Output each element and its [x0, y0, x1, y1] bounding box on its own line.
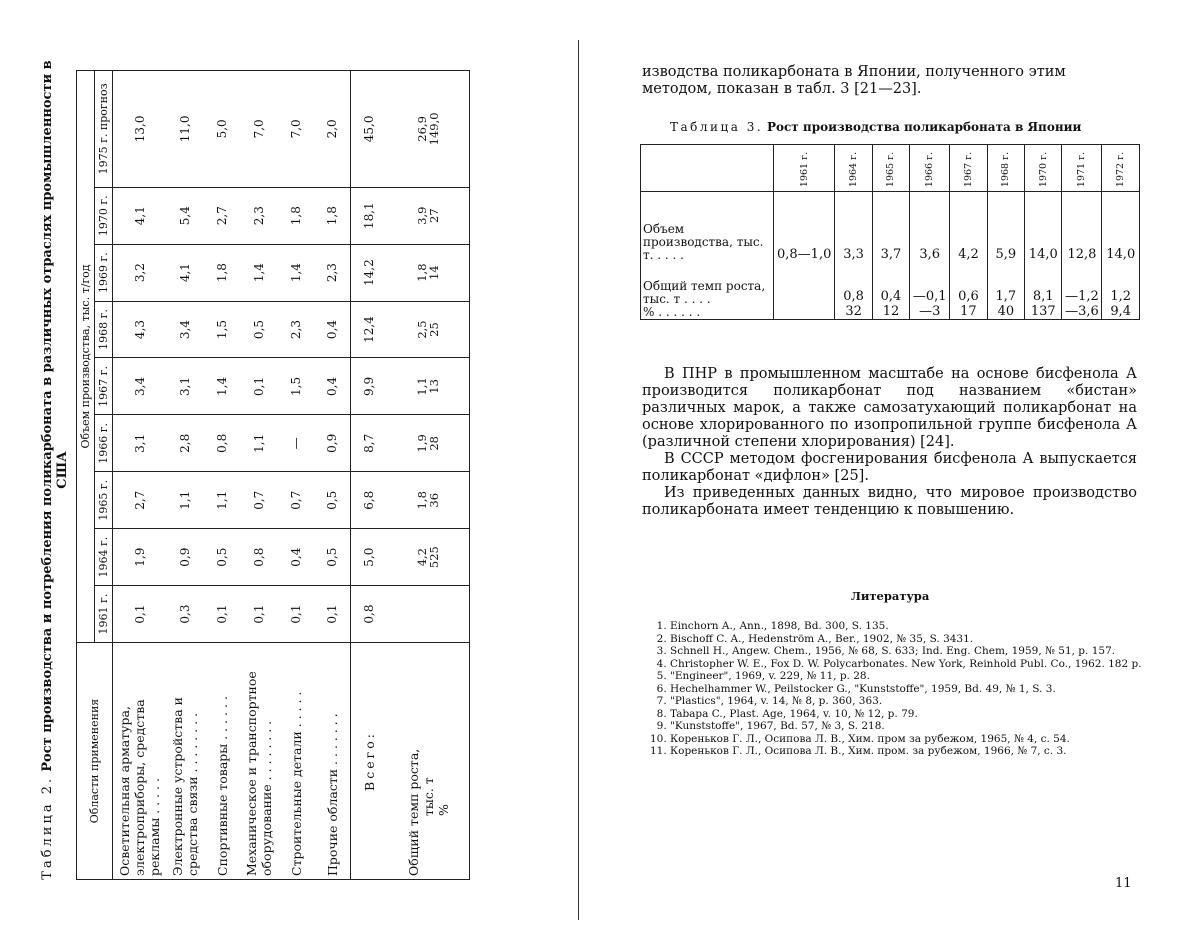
table3-year-text: 1968 г. — [1000, 151, 1012, 187]
table2-total-cell: 9,9 — [351, 358, 388, 415]
table2-value-cell: 0,5 — [314, 529, 351, 586]
table2-value-cell: 2,3 — [278, 301, 314, 358]
table2-value-cell: 0,1 — [204, 586, 240, 643]
table2-growth-pct: 149,0 — [426, 112, 441, 146]
table2-value-cell: 13,0 — [113, 71, 167, 188]
table3-year-header — [774, 145, 835, 192]
table2-value-cell: 3,1 — [166, 358, 204, 415]
table3-caption — [670, 120, 1081, 134]
reference-item: 6. Hechelhammer W., Peilstocker G., "Kunststoffe", 1959, Bd. 49, № 1, S. 3. — [670, 683, 1155, 696]
table2-value-cell: 4,1 — [113, 187, 167, 244]
table2-value-cell: 2,0 — [314, 71, 351, 188]
table2-growth-pct: 13 — [426, 379, 441, 394]
table2-year-header: 1965 г. — [95, 472, 113, 529]
table2-growth-stack — [416, 491, 440, 509]
table2-caption-label: Таблица 2. — [40, 775, 55, 880]
table3-year-header — [872, 145, 909, 192]
table2-growth-label — [387, 643, 470, 880]
table3-row2-t: —0,1 — [912, 289, 947, 304]
table2-value-cell: 5,4 — [166, 187, 204, 244]
table3-row2-t: 1,2 — [1110, 289, 1132, 304]
table3-row2-t: 8,1 — [1032, 289, 1054, 304]
table3-year-text: 1964 г. — [848, 151, 860, 187]
table2-year-header: 1961 г. — [95, 586, 113, 643]
table2-header-area: Области применения — [77, 643, 113, 880]
table2-value-cell: 0,7 — [240, 472, 278, 529]
table2-year-header: 1975 г. прогноз — [95, 71, 113, 188]
table2-value-cell: 0,1 — [113, 586, 167, 643]
reference-item: 1. Einchorn A., Ann., 1898, Bd. 300, S. 135. — [670, 620, 1155, 633]
intro-text: изводства поликарбоната в Японии, полученного этим методом, показан в табл. 3 [21—23]. — [642, 64, 1066, 97]
table2-growth-t: 2,5 — [414, 320, 429, 339]
table2-value-cell: 0,1 — [240, 358, 278, 415]
table2-growth-pct: 25 — [426, 322, 441, 337]
table2-row — [314, 71, 351, 880]
page-number: 11 — [1115, 876, 1132, 891]
body-paragraph: В СССР методом фосгенирования бисфенола А выпускается поликарбонат «дифлон» [25]. — [642, 451, 1137, 484]
table2-growth-t: 1,9 — [414, 434, 429, 453]
table2-value-cell: 1,8 — [204, 244, 240, 301]
table2-growth-cell — [387, 187, 470, 244]
table3-row1-cell: 3,6 — [910, 192, 950, 262]
table2-value-cell: 0,1 — [240, 586, 278, 643]
table2-area-cell: Строительные детали . . . . . — [278, 643, 314, 880]
table2-value-cell: 1,1 — [204, 472, 240, 529]
table2-value-cell: 0,9 — [166, 529, 204, 586]
table2-year-header: 1968 г. — [95, 301, 113, 358]
table2-growth-stack — [416, 320, 440, 338]
table3-year-header — [950, 145, 987, 192]
table3-row2-pct: 40 — [997, 304, 1015, 319]
table2-value-cell: 1,5 — [204, 301, 240, 358]
table2 — [76, 70, 470, 880]
table2-growth-cell — [387, 586, 470, 643]
table3-row2-pct: 9,4 — [1110, 304, 1132, 319]
reference-item: 2. Bischoff C. A., Hedenström A., Ber., 1902, № 35, S. 3431. — [670, 633, 1155, 646]
table3-row1-cell: 14,0 — [1102, 192, 1140, 262]
table2-year-header: 1966 г. — [95, 415, 113, 472]
table3-row1-cell: 14,0 — [1025, 192, 1062, 262]
table2-growth-cell — [387, 71, 470, 188]
table2-growth-stack — [416, 112, 440, 145]
table2-growth-cell — [387, 244, 470, 301]
table2-growth-cell — [387, 472, 470, 529]
table2-growth-cell — [387, 529, 470, 586]
table2-row — [278, 71, 314, 880]
table2-growth-stack — [416, 377, 440, 395]
table2-value-cell: — — [278, 415, 314, 472]
table3-row2-label — [641, 262, 774, 320]
table3-row2-cell — [950, 262, 987, 320]
table2-year-header: 1967 г. — [95, 358, 113, 415]
reference-item: 10. Кореньков Г. Л., Осипова Л. В., Хим. пром за рубежом, 1965, № 4, с. 54. — [670, 733, 1155, 746]
table2-growth-stack — [416, 546, 440, 568]
table2-value-cell: 3,4 — [166, 301, 204, 358]
table2-growth-sub-t: тыс. т — [420, 777, 436, 816]
table2-growth-t: 4,2 — [414, 548, 429, 567]
table2-value-cell: 0,4 — [314, 301, 351, 358]
table3-year-text: 1966 г. — [924, 151, 936, 187]
table2-growth-cell — [387, 301, 470, 358]
table2-row — [166, 71, 204, 880]
table2-value-cell: 2,7 — [204, 187, 240, 244]
table2-value-cell: 1,5 — [278, 358, 314, 415]
table2-value-cell: 2,3 — [314, 244, 351, 301]
table3-row2-sub-pct: % . . . . . . — [643, 305, 701, 319]
table3-row2-sub-t: тыс. т . . . . — [643, 292, 711, 306]
right-page — [600, 0, 1200, 945]
table2-growth-pct: 28 — [426, 436, 441, 451]
table3-row2-cell — [872, 262, 909, 320]
reference-item: 9. "Kunststoffe", 1967, Bd. 57, № 3, S. 218. — [670, 720, 1155, 733]
left-page — [0, 0, 580, 945]
table2-value-cell: 3,1 — [113, 415, 167, 472]
table2-value-cell: 0,4 — [314, 358, 351, 415]
table2-value-cell: 0,8 — [240, 529, 278, 586]
table3-year-header — [1102, 145, 1140, 192]
table3-row2-pct: 137 — [1030, 304, 1056, 319]
table3-row2-pct: —3 — [919, 304, 941, 319]
table2-growth-label-text: Общий темп роста, — [405, 748, 421, 876]
table3-row2-t: 1,7 — [995, 289, 1017, 304]
table2-growth-t: 3,9 — [414, 206, 429, 225]
table2-area-cell: Механическое и транспортное оборудование . . . . . . . . — [240, 643, 278, 880]
reference-item: 3. Schnell H., Angew. Chem., 1956, № 68, S. 633; Ind. Eng. Chem, 1959, № 51, p. 157. — [670, 645, 1155, 658]
table2-growth-row — [387, 71, 470, 880]
table3-year-header — [835, 145, 872, 192]
table2-value-cell: 1,4 — [204, 358, 240, 415]
table2-rotated-block — [40, 60, 560, 880]
table2-total-cell: 45,0 — [351, 71, 388, 188]
table3 — [640, 144, 1140, 320]
table2-row — [113, 71, 167, 880]
table3-year-text: 1972 г. — [1115, 151, 1127, 187]
table2-total-cell: 8,7 — [351, 415, 388, 472]
table2-area-cell: Электронные устройства и средства связи . . . . . . . . — [166, 643, 204, 880]
table3-caption-label: Таблица 3. — [670, 120, 764, 134]
table2-growth-pct: 36 — [426, 492, 441, 508]
body-paragraph: Из приведенных данных видно, что мировое производство поликарбоната имеет тенденцию к повышению. — [642, 485, 1137, 518]
table2-year-header: 1969 г. — [95, 244, 113, 301]
table2-growth-cell — [387, 415, 470, 472]
table2-value-cell: 0,9 — [314, 415, 351, 472]
table3-row1-cell: 12,8 — [1062, 192, 1102, 262]
table2-value-cell: 4,1 — [166, 244, 204, 301]
table2-value-cell: 0,8 — [204, 415, 240, 472]
table3-row2-cell — [1025, 262, 1062, 320]
table3-row1-cell: 0,8—1,0 — [774, 192, 835, 262]
table2-value-cell: 11,0 — [166, 71, 204, 188]
reference-item: 11. Кореньков Г. Л., Осипова Л. В., Хим. пром. за рубежом, 1966, № 7, с. 3. — [670, 745, 1155, 758]
table2-value-cell: 0,5 — [204, 529, 240, 586]
reference-item: 7. "Plastics", 1964, v. 14, № 8, p. 360, 363. — [670, 695, 1155, 708]
table2-year-header: 1970 г. — [95, 187, 113, 244]
table2-year-header: 1964 г. — [95, 529, 113, 586]
table3-year-header — [910, 145, 950, 192]
table2-value-cell: 4,3 — [113, 301, 167, 358]
table2-value-cell: 2,3 — [240, 187, 278, 244]
table3-year-text: 1961 г. — [798, 151, 810, 187]
table2-value-cell: 1,9 — [113, 529, 167, 586]
table2-value-cell: 3,2 — [113, 244, 167, 301]
table2-growth-cell — [387, 358, 470, 415]
table3-year-text: 1970 г. — [1037, 151, 1049, 187]
table3-year-header — [987, 145, 1024, 192]
table2-area-cell: Спортивные товары . . . . . . — [204, 643, 240, 880]
table2-growth-t: 1,8 — [414, 263, 429, 282]
table2-value-cell: 7,0 — [240, 71, 278, 188]
table3-row2-cell — [1062, 262, 1102, 320]
table2-value-cell: 0,1 — [278, 586, 314, 643]
table2-growth-pct: 525 — [426, 546, 441, 569]
table2-row — [204, 71, 240, 880]
table2-value-cell: 0,3 — [166, 586, 204, 643]
table2-value-cell: 0,1 — [314, 586, 351, 643]
table2-caption-text: Рост производства и потребления поликарбоната в различных отраслях промышленности в США — [40, 60, 70, 772]
table3-corner — [641, 145, 774, 192]
table2-value-cell: 0,4 — [278, 529, 314, 586]
table2-row — [240, 71, 278, 880]
table2-value-cell: 0,5 — [240, 301, 278, 358]
table3-year-text: 1965 г. — [885, 151, 897, 187]
table2-caption — [40, 60, 70, 880]
table3-row1-cell: 4,2 — [950, 192, 987, 262]
table2-value-cell: 1,8 — [314, 187, 351, 244]
table2-growth-t: 1,1 — [414, 377, 429, 396]
table2-growth-pct: 14 — [426, 265, 441, 280]
table2-total-row — [351, 71, 388, 880]
table2-total-cell: 6,8 — [351, 472, 388, 529]
table3-row2-t: 0,4 — [880, 289, 902, 304]
table3-row1-cell: 3,7 — [872, 192, 909, 262]
table3-row2-cell — [1102, 262, 1140, 320]
table2-value-cell: 1,4 — [278, 244, 314, 301]
table2-value-cell: 0,7 — [278, 472, 314, 529]
table2-growth-sub-pct: % — [435, 804, 451, 816]
table3-row2-pct: 32 — [845, 304, 862, 319]
table2-value-cell: 5,0 — [204, 71, 240, 188]
table2-value-cell: 1,1 — [166, 472, 204, 529]
table2-growth-t: 1,8 — [414, 491, 429, 510]
table2-value-cell: 1,1 — [240, 415, 278, 472]
page-gutter-line — [578, 40, 579, 920]
table3-row1-cell: 5,9 — [987, 192, 1024, 262]
table2-value-cell: 1,8 — [278, 187, 314, 244]
table3-year-text: 1971 г. — [1076, 151, 1088, 187]
table2-area-cell: Осветительная арматура, электроприборы, средства рекламы . . . . . — [113, 643, 167, 880]
table3-row2-t: —1,2 — [1065, 289, 1099, 304]
table2-value-cell: 1,4 — [240, 244, 278, 301]
table2-value-cell: 0,5 — [314, 472, 351, 529]
literature-heading: Литература — [850, 589, 930, 603]
table2-area-cell: Прочие области . . . . . . . — [314, 643, 351, 880]
table3-row1-label: Объем производства, тыс. т. . . . . — [641, 192, 774, 262]
table3-row2-label-text: Общий темп роста, — [643, 279, 766, 293]
table3-year-header — [1025, 145, 1062, 192]
table3-caption-text: Рост производства поликарбоната в Японии — [766, 120, 1082, 134]
table3-row2-pct: 17 — [960, 304, 977, 319]
body-text — [642, 366, 1137, 519]
table2-growth-stack — [416, 434, 440, 452]
table3-row1-cell: 3,3 — [835, 192, 872, 262]
table2-value-cell: 3,4 — [113, 358, 167, 415]
table3-row2-cell — [910, 262, 950, 320]
table3-row2-cell — [987, 262, 1024, 320]
table3-row2-pct: —3,6 — [1065, 304, 1099, 319]
table2-growth-stack — [416, 263, 440, 281]
table3-row2-t: 0,8 — [843, 289, 864, 304]
body-paragraph: В ПНР в промышленном масштабе на основе бисфенола А производится поликарбонат под названием «бистан» различных марок, а также самозатухающий поликарбонат на основе хлорированного по изопропильной группе бисфенола А (различной степени хлорирования) [24]. — [642, 366, 1137, 450]
table2-total-cell: 12,4 — [351, 301, 388, 358]
table2-total-cell: 14,2 — [351, 244, 388, 301]
table2-total-cell: 18,1 — [351, 187, 388, 244]
table3-row2-cell — [835, 262, 872, 320]
table2-total-cell: 5,0 — [351, 529, 388, 586]
table3-row2-pct: 12 — [882, 304, 900, 319]
table2-total-label: Всего: — [351, 643, 388, 880]
table2-growth-t: 26,9 — [414, 116, 429, 142]
reference-item: 4. Christopher W. E., Fox D. W. Polycarbonates. New York, Reinhold Publ. Co., 1962. 182 p. — [670, 658, 1155, 671]
table2-value-cell: 2,7 — [113, 472, 167, 529]
table2-value-cell: 2,8 — [166, 415, 204, 472]
table2-growth-pct: 27 — [426, 208, 441, 224]
table2-growth-stack — [416, 207, 440, 225]
table2-value-cell: 7,0 — [278, 71, 314, 188]
table3-year-text: 1967 г. — [962, 151, 974, 187]
reference-list — [652, 620, 1155, 758]
table2-header-group: Объем производства, тыс. т/год — [77, 71, 95, 643]
table3-row2-t: 0,6 — [958, 289, 979, 304]
reference-item: 8. Tabapa C., Plast. Age, 1964, v. 10, № 12, p. 79. — [670, 708, 1155, 721]
table3-year-header — [1062, 145, 1102, 192]
reference-item: 5. "Engineer", 1969, v. 229, № 11, p. 28. — [670, 670, 1155, 683]
table2-total-cell: 0,8 — [351, 586, 388, 643]
table3-row2-cell — [774, 262, 835, 320]
